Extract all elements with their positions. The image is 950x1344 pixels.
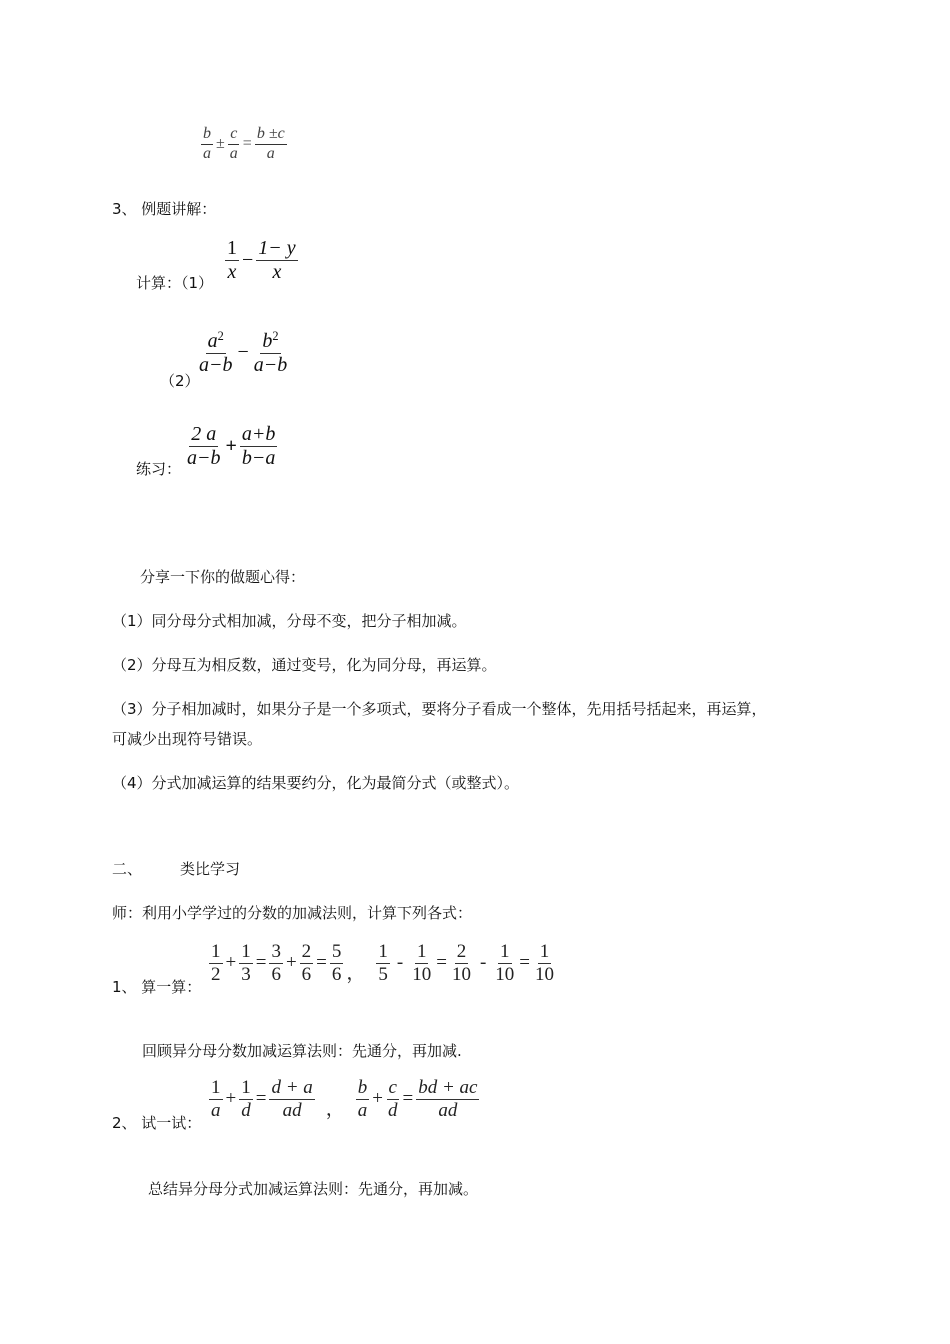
section-3-title: 3、 例题讲解： <box>112 200 217 218</box>
fraction: $\frac{b}{a}$ <box>203 125 211 162</box>
fraction: $\frac{2}{6}$ <box>301 941 312 985</box>
calc1-formulas: $\frac{1}{2}$ + $\frac{1}{3}$ = $\frac{3}{6}$ + $\frac{2}{6}$ = $\frac{5}{6}$ ， $\frac{1}{5}$ - $\frac{1}{10}$ = $\frac{2}{10}$ - $\frac{1}{10}$ = $\frac{1}{10}$ <box>211 941 554 985</box>
fraction: $\frac{1}{10}$ <box>534 941 554 985</box>
fraction: $\frac{1}{10}$ <box>412 941 432 985</box>
fraction: $\frac{c}{a}$ <box>229 125 238 162</box>
fraction: $\frac{2}{10}$ <box>451 941 471 985</box>
fraction: $\frac{1}{5}$ <box>378 941 388 985</box>
section-2-number: 二、 <box>112 860 143 878</box>
calc-label: 计算：（1） <box>136 274 214 292</box>
fraction: $\frac{1}{x}$ <box>227 237 237 283</box>
calc1-label: 1、 算一算： <box>112 978 202 996</box>
fraction: $\frac{bd + ac}{ad}$ <box>418 1077 478 1121</box>
practice-label: 练习： <box>136 460 182 478</box>
tip-item: （3）分子相加减时，如果分子是一个多项式，要将分子看成一个整体，先用括号括起来，再运算， <box>112 700 767 718</box>
fraction: $\frac{d + a}{ad}$ <box>271 1077 313 1121</box>
try-label: 2、 试一试： <box>112 1114 202 1132</box>
fraction: $\frac{3}{6}$ <box>271 941 281 985</box>
summary-line: 总结异分母分式加减运算法则：先通分，再加减。 <box>148 1180 479 1198</box>
example-1-formula: $\frac{1}{x}$ − $\frac{1- y}{x}$ <box>227 237 296 283</box>
fraction: $\frac{b}{a}$ <box>357 1077 368 1121</box>
fraction: $\frac{1}{a}$ <box>211 1077 221 1121</box>
tip-item: （1）同分母分式相加减，分母不变，把分子相加减。 <box>112 612 467 630</box>
fraction: $\frac{1}{d}$ <box>241 1077 251 1121</box>
fraction: $\frac{1}{2}$ <box>211 941 221 985</box>
fraction: $\frac{b \pm c}{a}$ <box>256 125 285 162</box>
section-2-title: 类比学习 <box>180 860 241 878</box>
rule-same-denominator-formula: $\frac{b}{a}$ ± $\frac{c}{a}$ = $\frac{b \pm c}{a}$ <box>203 125 285 162</box>
fraction: $\frac{1}{10}$ <box>495 941 515 985</box>
fraction: $\frac{1}{3}$ <box>241 941 251 985</box>
fraction: $\frac{b^2}{a-b}$ <box>253 329 288 376</box>
fraction: $\frac{1- y}{x}$ <box>258 237 296 283</box>
try-formulas: $\frac{1}{a}$ + $\frac{1}{d}$ = $\frac{d + a}{ad}$ ， $\frac{b}{a}$ + $\frac{c}{d}$ = $\frac{bd + ac}{ad}$ <box>211 1077 478 1121</box>
fraction: $\frac{a+b}{b-a}$ <box>241 423 276 469</box>
teacher-line: 师：利用小学学过的分数的加减法则，计算下列各式： <box>112 904 473 922</box>
share-title: 分享一下你的做题心得： <box>140 568 306 586</box>
fraction: $\frac{a^2}{a-b}$ <box>199 329 233 376</box>
example-2-label: （2） <box>160 372 200 390</box>
fraction: $\frac{c}{d}$ <box>388 1077 398 1121</box>
review-line: 回顾异分母分数加减运算法则：先通分，再加减. <box>142 1042 462 1060</box>
example-2-formula: $\frac{a^2}{a-b}$ − $\frac{b^2}{a-b}$ <box>199 329 288 376</box>
fraction: $\frac{2 a}{a-b}$ <box>187 423 221 469</box>
tip-item: （2）分母互为相反数，通过变号，化为同分母，再运算。 <box>112 656 497 674</box>
tip-item: （4）分式加减运算的结果要约分，化为最简分式（或整式）。 <box>112 774 520 792</box>
fraction: $\frac{5}{6}$ <box>331 941 342 985</box>
practice-formula: $\frac{2 a}{a-b}$ + $\frac{a+b}{b-a}$ <box>187 423 276 469</box>
tip-item-continued: 可减少出现符号错误。 <box>112 730 263 748</box>
